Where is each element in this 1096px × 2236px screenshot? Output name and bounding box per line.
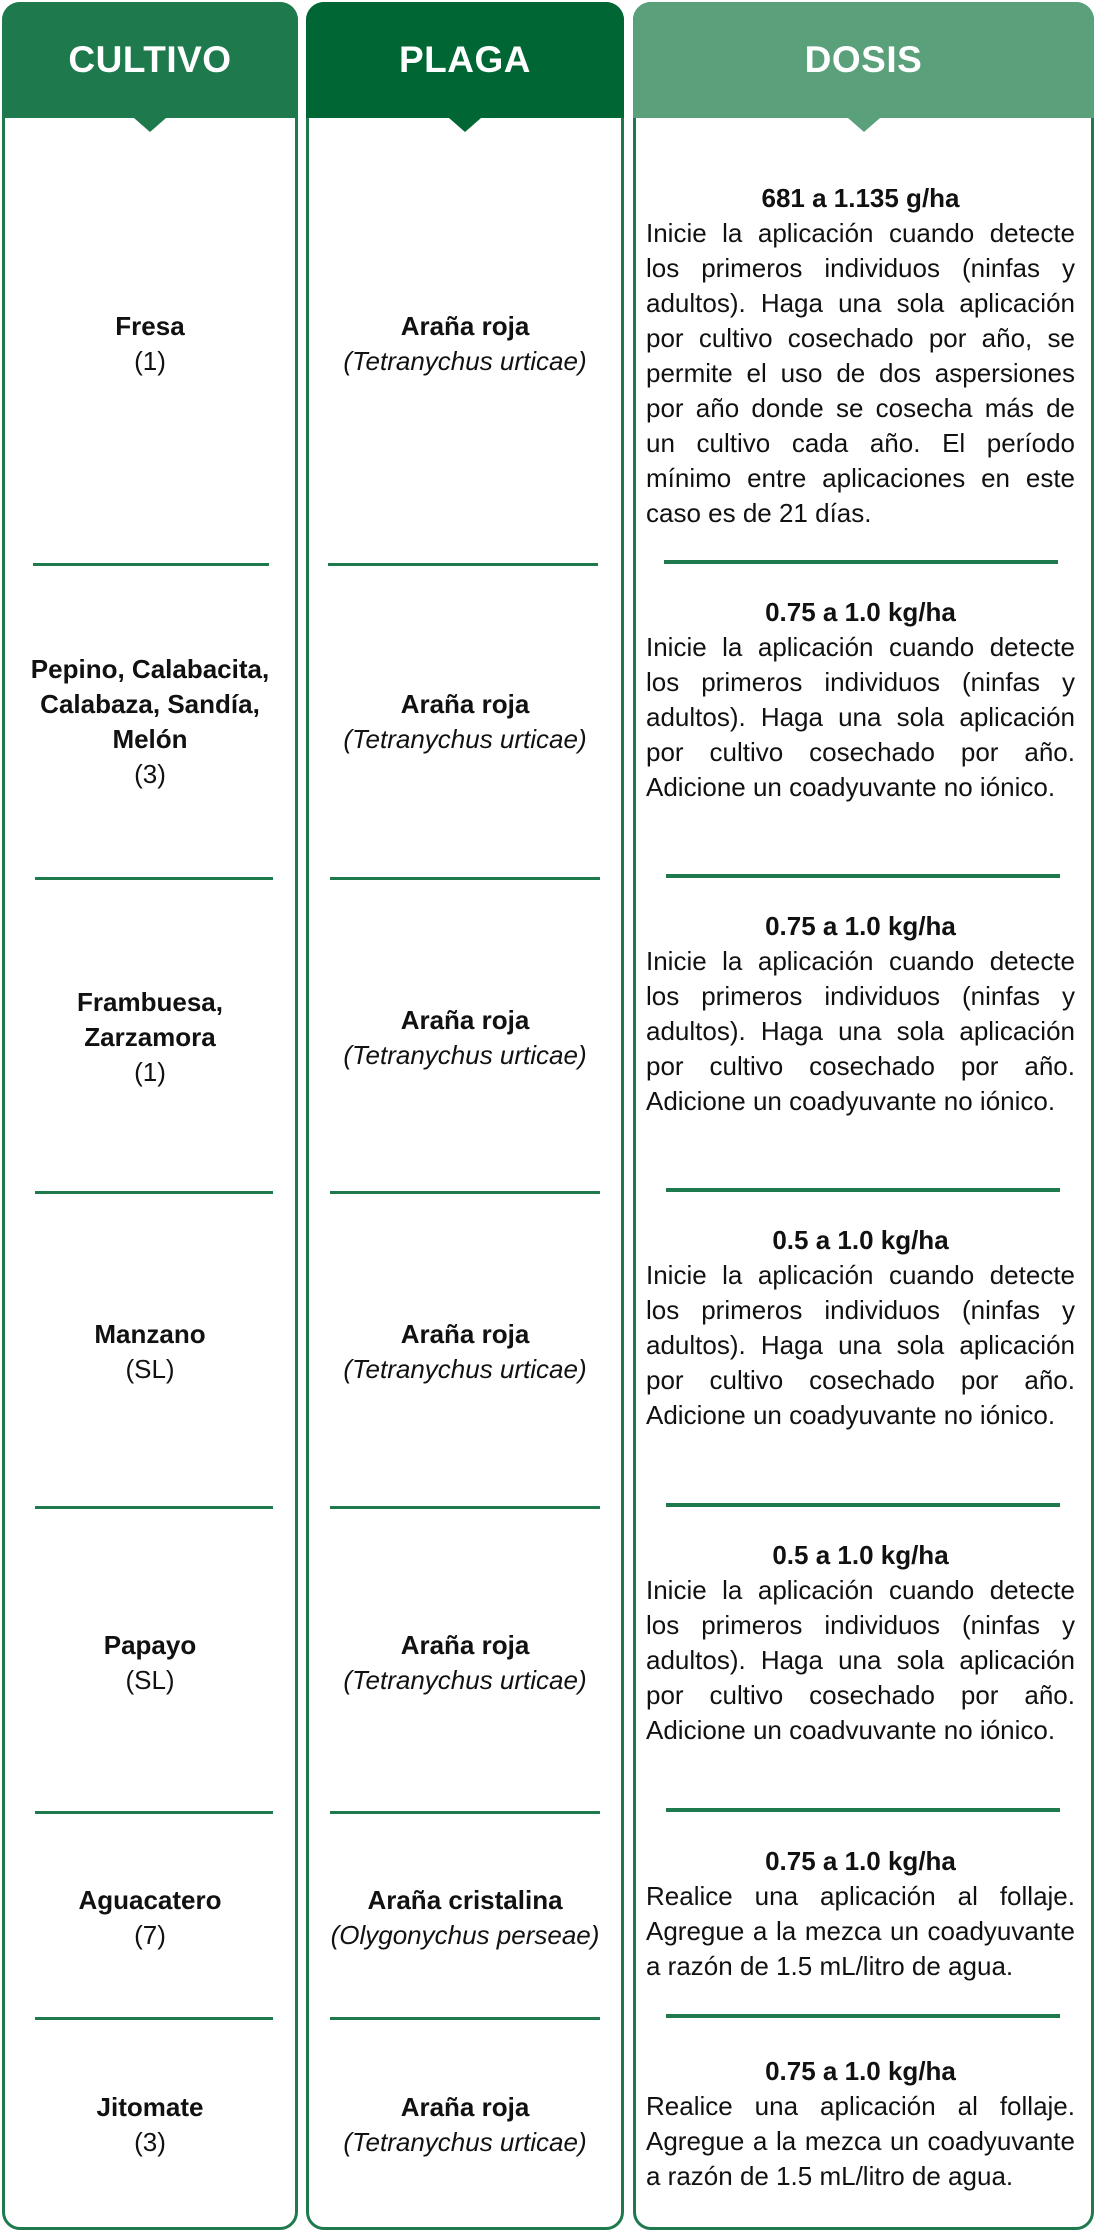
crop-name: Manzano — [94, 1319, 206, 1349]
dose-instructions: Inicie la aplicación cuando detecte los primeros individuos (ninfas y adultos). Haga una sola aplicación por cultivo cosechado por año. Adicione un coadvuvante no iónico. — [646, 1575, 1075, 1745]
plaga-header: PLAGA — [306, 2, 624, 118]
crop-name: Jitomate — [96, 2092, 204, 2122]
dose-cell — [646, 1844, 1075, 1984]
crop-note: (7) — [134, 1919, 166, 1950]
pest-scientific-name: (Tetranychus urticae) — [343, 345, 587, 376]
pest-scientific-name: (Tetranychus urticae) — [343, 1665, 587, 1695]
crop-name: Pepino, Calabacita, Calabaza, Sandía, Melón — [30, 654, 270, 754]
dose-value: 0.75 a 1.0 kg/ha — [765, 597, 956, 627]
dosis-header: DOSIS — [633, 2, 1094, 118]
pest-cell — [309, 2020, 621, 2230]
pest-scientific-name: (Tetranychus urticae) — [343, 2127, 587, 2157]
pest-name: Araña roja — [400, 1319, 530, 1349]
pest-cell — [309, 880, 621, 1195]
crop-note: (SL) — [125, 1354, 175, 1384]
row-divider — [35, 1191, 273, 1194]
dose-cell — [646, 1223, 1075, 1433]
dose-value: 0.5 a 1.0 kg/ha — [772, 1225, 949, 1255]
row-divider — [666, 2014, 1060, 2018]
crop-name: Fresa — [115, 310, 185, 341]
pest-cell — [309, 120, 621, 567]
pest-name: Araña roja — [400, 1004, 530, 1035]
dose-value: 0.75 a 1.0 kg/ha — [765, 911, 956, 941]
crop-note: (3) — [134, 759, 166, 789]
row-divider — [33, 563, 269, 566]
pest-name: Araña roja — [400, 1630, 530, 1660]
crop-cell — [5, 120, 295, 567]
dose-cell — [646, 2054, 1075, 2194]
crop-cell — [5, 2020, 295, 2230]
crop-cell — [5, 1510, 295, 1816]
pest-name: Araña roja — [400, 2092, 530, 2122]
pest-cell — [309, 567, 621, 877]
dose-instructions: Realice una aplicación al follaje. Agregue a la mezca un coadyuvante a razón de 1.5 mL/litro de agua. — [646, 2091, 1075, 2191]
plaga-column — [306, 2, 624, 2230]
dose-cell — [646, 1538, 1075, 1748]
row-divider — [330, 1506, 600, 1509]
row-divider — [666, 874, 1060, 878]
pest-scientific-name: (Olygonychus perseae) — [330, 1919, 600, 1950]
dose-instructions: Inicie la aplicación cuando detecte los primeros individuos (ninfas y adultos). Haga una sola aplicación por cultivo cosechado por año, se permite el uso de dos aspersiones por año donde se cosecha más de un cultivo cada año. El período mínimo entre aplicaciones en este caso es de 21 días. — [646, 218, 1075, 528]
row-divider — [664, 560, 1058, 564]
crop-name: Aguacatero — [78, 1884, 222, 1915]
crop-name: Papayo — [103, 1630, 197, 1660]
dose-instructions: Realice una aplicación al follaje. Agregue a la mezca un coadyuvante a razón de 1.5 mL/litro de agua. — [646, 1881, 1075, 1981]
crop-name: Frambuesa, Zarzamora — [77, 987, 223, 1052]
pest-name: Araña cristalina — [367, 1884, 563, 1915]
pest-name: Araña roja — [400, 310, 530, 341]
dosis-column — [633, 2, 1094, 2230]
crop-note: (1) — [134, 1057, 166, 1087]
row-divider — [666, 1188, 1060, 1192]
crop-cell — [5, 880, 295, 1195]
pest-scientific-name: (Tetranychus urticae) — [343, 724, 587, 754]
cultivo-column — [2, 2, 298, 2230]
pest-scientific-name: (Tetranychus urticae) — [343, 1039, 587, 1070]
dose-cell — [646, 595, 1075, 805]
pest-cell — [309, 1815, 621, 2020]
row-divider — [330, 1811, 600, 1814]
row-divider — [330, 1191, 600, 1194]
dose-value: 681 a 1.135 g/ha — [761, 183, 960, 213]
row-divider — [328, 563, 598, 566]
crop-note: (1) — [134, 345, 166, 376]
cultivo-header: CULTIVO — [2, 2, 298, 118]
pest-cell — [309, 1510, 621, 1816]
crop-note: (3) — [134, 2127, 166, 2157]
dose-instructions: Inicie la aplicación cuando detecte los primeros individuos (ninfas y adultos). Haga una sola aplicación por cultivo cosechado por año. Adicione un coadyuvante no iónico. — [646, 1260, 1075, 1430]
crop-cell — [5, 1195, 295, 1509]
dose-cell — [646, 181, 1075, 531]
dose-value: 0.75 a 1.0 kg/ha — [765, 1846, 956, 1876]
row-divider — [35, 1506, 273, 1509]
row-divider — [35, 1811, 273, 1814]
row-divider — [666, 1503, 1060, 1507]
row-divider — [666, 1808, 1060, 1812]
dose-value: 0.75 a 1.0 kg/ha — [765, 2056, 956, 2086]
crop-cell — [5, 567, 295, 877]
dose-instructions: Inicie la aplicación cuando detecte los primeros individuos (ninfas y adultos). Haga una sola aplicación por cultivo cosechado por año. Adicione un coadyuvante no iónico. — [646, 946, 1075, 1116]
crop-cell — [5, 1815, 295, 2020]
pest-scientific-name: (Tetranychus urticae) — [343, 1354, 587, 1384]
dose-value: 0.5 a 1.0 kg/ha — [772, 1540, 949, 1570]
pest-cell — [309, 1195, 621, 1509]
dose-instructions: Inicie la aplicación cuando detecte los primeros individuos (ninfas y adultos). Haga una sola aplicación por cultivo cosechado por año. Adicione un coadyuvante no iónico. — [646, 632, 1075, 802]
pest-name: Araña roja — [400, 689, 530, 719]
dose-cell — [646, 909, 1075, 1119]
crop-note: (SL) — [125, 1665, 175, 1695]
